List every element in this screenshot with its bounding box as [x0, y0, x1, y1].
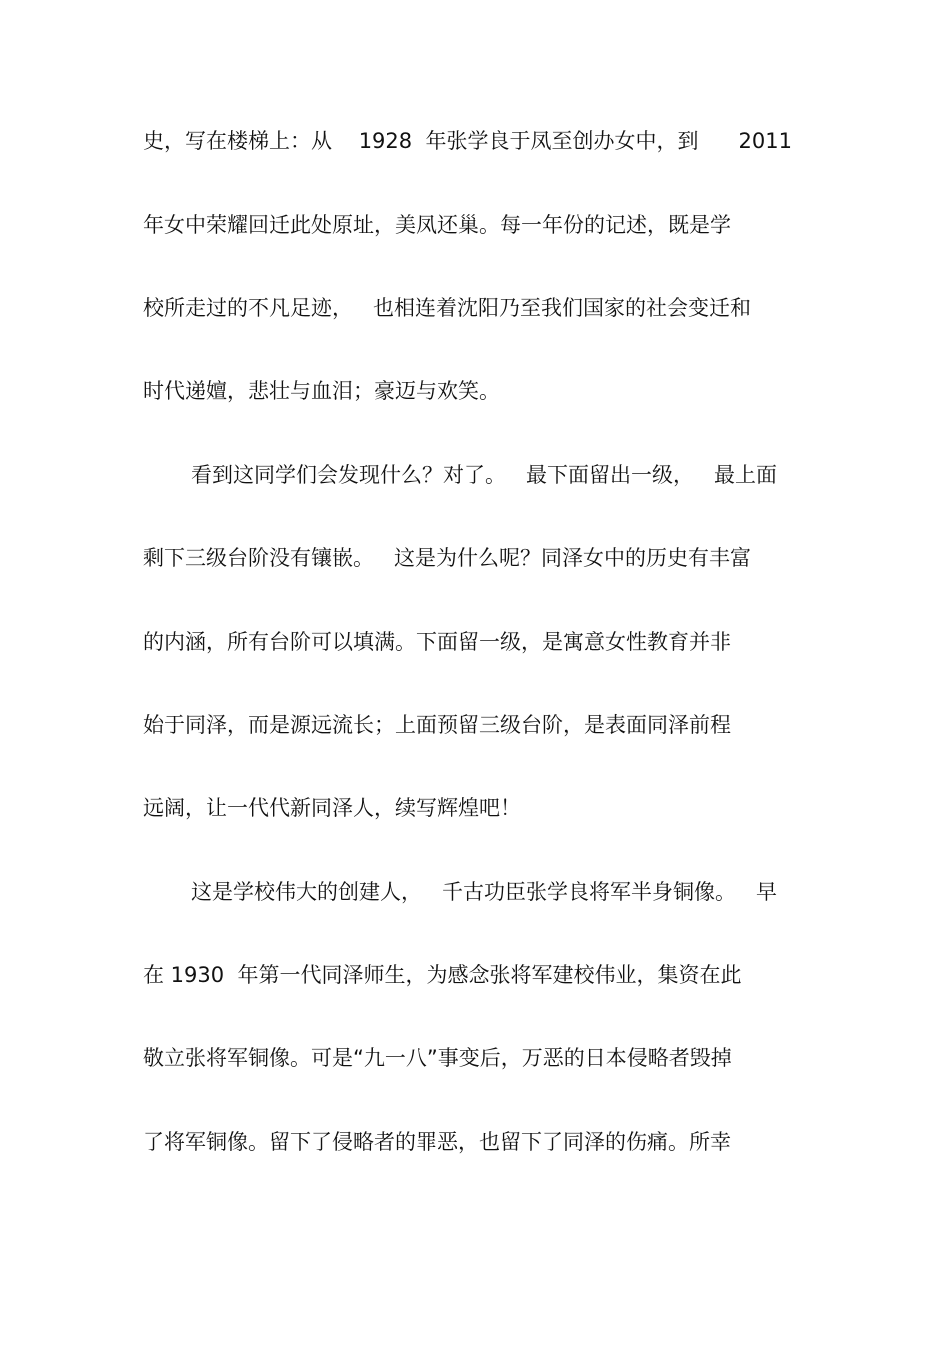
text-line: 年女中荣耀回迁此处原址，美凤还巢。每一年份的记述，既是学	[143, 213, 731, 237]
text-line: 校所走过的不凡足迹， 也相连着沈阳乃至我们国家的社会变迁和	[143, 296, 752, 320]
text-line: 远阔，让一代代新同泽人，续写辉煌吧！	[143, 796, 521, 820]
text-line: 时代递嬗，悲壮与血泪；豪迈与欢笑。	[143, 379, 500, 403]
text-line: 了将军铜像。留下了侵略者的罪恶，也留下了同泽的伤痛。所幸	[143, 1130, 731, 1154]
text-line: 敬立张将军铜像。可是“九一八”事变后，万恶的日本侵略者毁掉	[143, 1046, 732, 1070]
text-line: 剩下三级台阶没有镶嵌。 这是为什么呢？同泽女中的历史有丰富	[143, 546, 752, 570]
text-line: 始于同泽，而是源远流长；上面预留三级台阶，是表面同泽前程	[143, 713, 731, 737]
text-line: 看到这同学们会发现什么？对了。 最下面留出一级， 最上面	[191, 463, 778, 487]
text-line: 在 1930 年第一代同泽师生，为感念张将军建校伟业，集资在此	[143, 963, 742, 987]
text-line: 史，写在楼梯上：从 1928 年张学良于凤至创办女中，到 2011	[143, 129, 792, 153]
text-line: 的内涵，所有台阶可以填满。下面留一级，是寓意女性教育并非	[143, 630, 731, 654]
text-line: 这是学校伟大的创建人， 千古功臣张学良将军半身铜像。 早	[191, 880, 778, 904]
